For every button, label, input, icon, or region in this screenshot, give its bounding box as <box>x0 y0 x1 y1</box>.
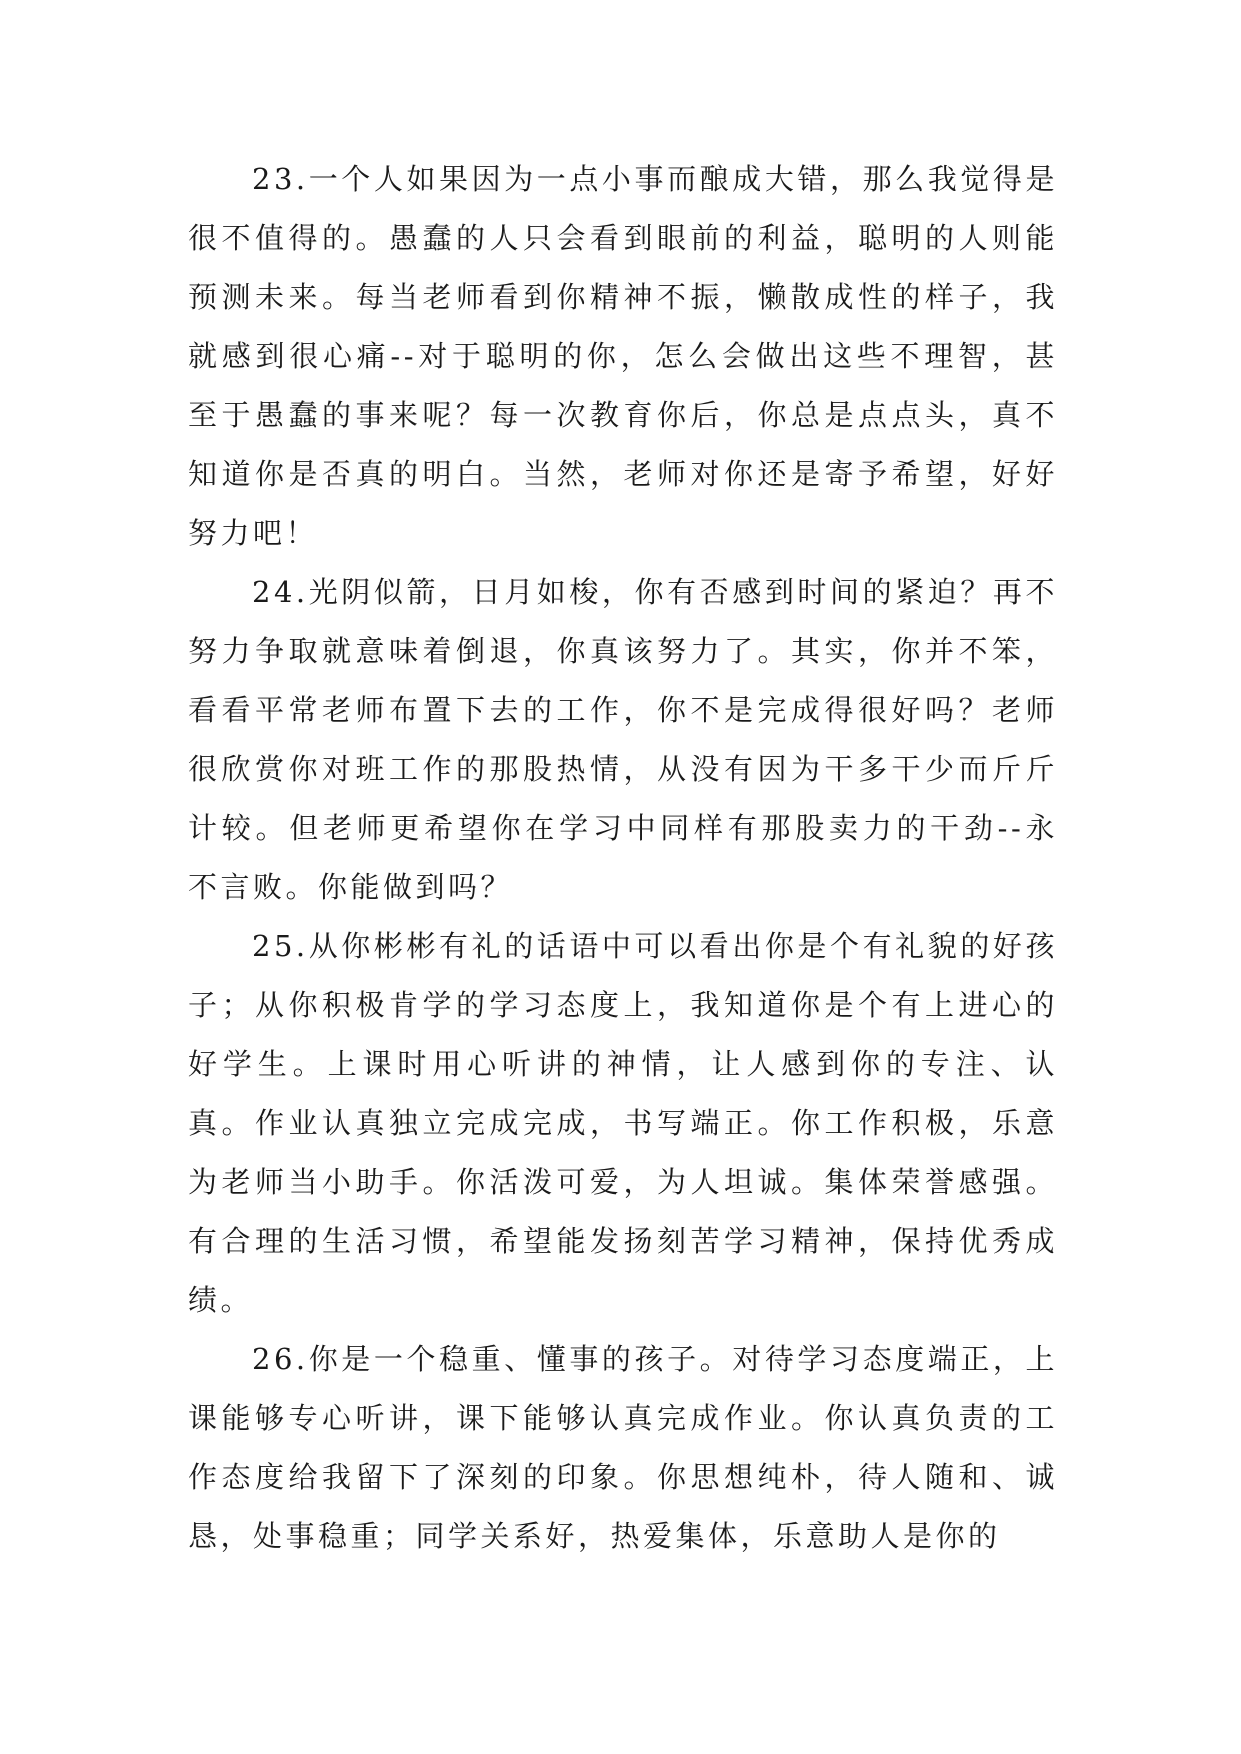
paragraph-25: 25.从你彬彬有礼的话语中可以看出你是个有礼貌的好孩子；从你积极肯学的学习态度上，我知道你是个有上进心的好学生。上课时用心听讲的神情，让人感到你的专注、认真。作业认真独立完成完成，书写端正。你工作积极，乐意为老师当小助手。你活泼可爱，为人坦诚。集体荣誉感强。有合理的生活习惯，希望能发扬刻苦学习精神，保持优秀成绩。 <box>188 929 1058 1317</box>
paragraph-26: 26.你是一个稳重、懂事的孩子。对待学习态度端正，上课能够专心听讲，课下能够认真完成作业。你认真负责的工作态度给我留下了深刻的印象。你思想纯朴，待人随和、诚恳，处事稳重；同学关系好，热爱集体，乐意助人是你的 <box>188 1342 1058 1553</box>
paragraph-24: 24.光阴似箭，日月如梭，你有否感到时间的紧迫？再不努力争取就意味着倒退，你真该努力了。其实，你并不笨，看看平常老师布置下去的工作，你不是完成得很好吗？老师很欣赏你对班工作的那股热情，从没有因为干多干少而斤斤计较。但老师更希望你在学习中同样有那股卖力的干劲--永不言败。你能做到吗？ <box>188 575 1058 904</box>
document-body <box>188 150 1058 1566</box>
paragraph-23: 23.一个人如果因为一点小事而酿成大错，那么我觉得是很不值得的。愚蠢的人只会看到眼前的利益，聪明的人则能预测未来。每当老师看到你精神不振，懒散成性的样子，我就感到很心痛--对于聪明的你，怎么会做出这些不理智，甚至于愚蠢的事来呢？每一次教育你后，你总是点点头，真不知道你是否真的明白。当然，老师对你还是寄予希望，好好努力吧！ <box>188 162 1058 550</box>
